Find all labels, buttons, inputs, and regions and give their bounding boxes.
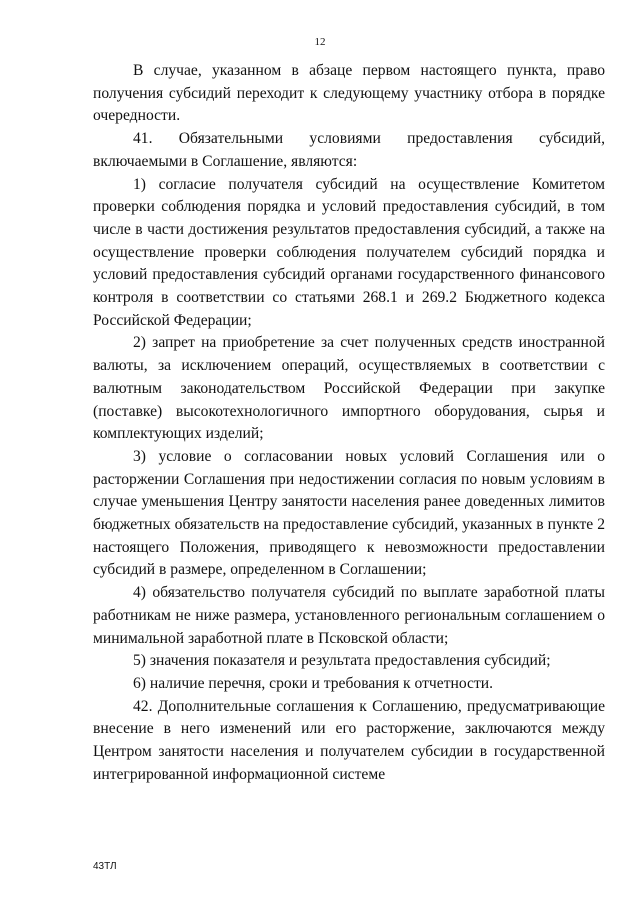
footer-document-code: 43ТЛ bbox=[93, 861, 117, 872]
paragraph-41-heading: 41. Обязательными условиями предоставления субсидий, включаемыми в Соглашение, являются: bbox=[93, 130, 605, 170]
list-item-3-agreement-terms: 3) условие о согласовании новых условий Соглашения или о расторжении Соглашения при недостижении согласия по новым условиям в случае уменьшения Центру занятости населения ранее доведенных лимитов бюджетных обязательств на предоставление субсидий, указанных в пункте 2 настоящего Положения, приводящего к невозможности предоставлении субсидий в размере, определенном в Соглашении; bbox=[93, 447, 605, 579]
page-number: 12 bbox=[314, 36, 326, 48]
list-item-1-consent: 1) согласие получателя субсидий на осуществление Комитетом проверки соблюдения порядка и условий предоставления субсидий, в том числе в части достижения результатов предоставления субсидий, а также на осуществление проверки соблюдения получателем субсидий порядка и условий предоставления субсидий органами государственного финансового контроля в соответствии со статьями 268.1 и 269.2 Бюджетного кодекса Российской Федерации; bbox=[93, 175, 605, 329]
document-body bbox=[93, 60, 605, 787]
list-item-5-indicators: 5) значения показателя и результата предоставления субсидий; bbox=[133, 652, 551, 670]
list-item-6-reporting: 6) наличие перечня, сроки и требования к отчетности. bbox=[133, 674, 494, 692]
paragraph-42-amendments: 42. Дополнительные соглашения к Соглашению, предусматривающие внесение в него изменений или его расторжение, заключаются между Центром занятости населения и получателем субсидии в государственной интегрированной информационной системе bbox=[93, 697, 605, 783]
list-item-2-currency-ban: 2) запрет на приобретение за счет полученных средств иностранной валюты, за исключением операций, осуществляемых в соответствии с валютным законодательством Российской Федерации при закупке (поставке) высокотехнологичного импортного оборудования, сырья и комплектующих изделий; bbox=[93, 334, 605, 443]
paragraph-subsidy-transfer: В случае, указанном в абзаце первом настоящего пункта, право получения субсидий переходит к следующему участнику отбора в порядке очередности. bbox=[93, 62, 605, 125]
list-item-4-wages: 4) обязательство получателя субсидий по выплате заработной платы работникам не ниже размера, установленного региональным соглашением о минимальной заработной плате в Псковской области; bbox=[93, 584, 605, 647]
